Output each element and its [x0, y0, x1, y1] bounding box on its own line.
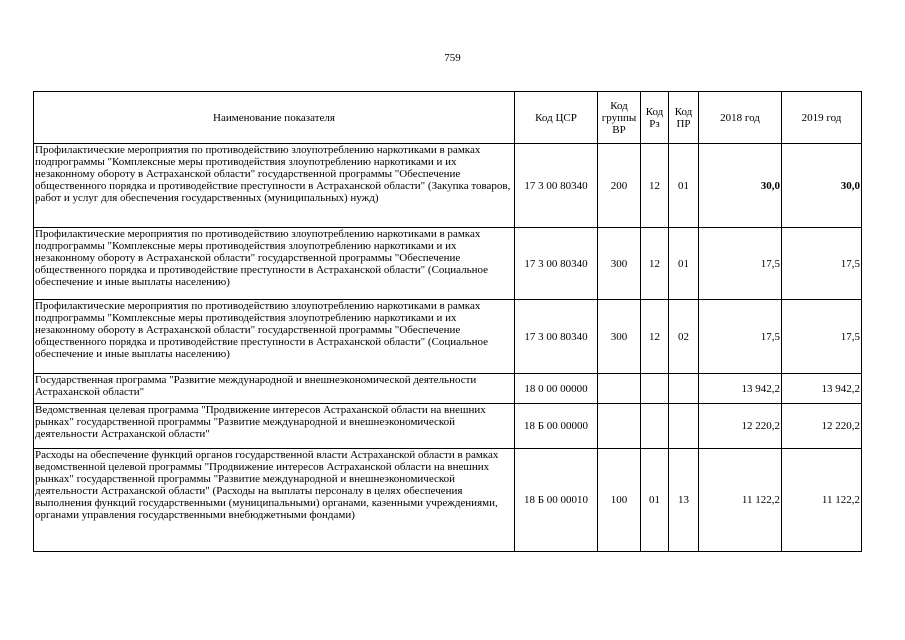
row-vr: 300 — [598, 228, 641, 300]
row-2018: 13 942,2 — [699, 374, 782, 404]
row-2019: 17,5 — [782, 228, 862, 300]
header-2019: 2019 год — [782, 92, 862, 144]
header-rz: Код Рз — [641, 92, 669, 144]
row-pr — [669, 404, 699, 449]
table-row — [34, 404, 862, 449]
row-vr: 200 — [598, 144, 641, 228]
row-rz: 01 — [641, 449, 669, 552]
row-2019: 17,5 — [782, 300, 862, 374]
header-csr: Код ЦСР — [515, 92, 598, 144]
table-row — [34, 374, 862, 404]
row-pr: 01 — [669, 228, 699, 300]
row-2019: 11 122,2 — [782, 449, 862, 552]
row-vr: 300 — [598, 300, 641, 374]
row-2018: 11 122,2 — [699, 449, 782, 552]
row-2019: 13 942,2 — [782, 374, 862, 404]
row-rz — [641, 404, 669, 449]
row-pr: 02 — [669, 300, 699, 374]
row-pr: 13 — [669, 449, 699, 552]
row-pr — [669, 374, 699, 404]
header-pr: Код ПР — [669, 92, 699, 144]
row-csr: 17 3 00 80340 — [515, 228, 598, 300]
row-csr: 18 Б 00 00000 — [515, 404, 598, 449]
row-csr: 18 0 00 00000 — [515, 374, 598, 404]
header-name: Наименование показателя — [34, 92, 515, 144]
row-name: Профилактические мероприятия по противодействию злоупотреблению наркотиками в рамках подпрограммы "Комплексные меры противодействия злоупотреблению наркотиками и их незаконному обороту в Астраханской области" государственной программы "Обеспечение общественного порядка и противодействие преступности в Астраханской области" (Социальное обеспечение и иные выплаты населению) — [34, 228, 515, 300]
table-row — [34, 300, 862, 374]
row-csr: 18 Б 00 00010 — [515, 449, 598, 552]
row-rz: 12 — [641, 144, 669, 228]
row-name: Профилактические мероприятия по противодействию злоупотреблению наркотиками в рамках подпрограммы "Комплексные меры противодействия злоупотреблению наркотиками и их незаконному обороту в Астраханской области" государственной программы "Обеспечение общественного порядка и противодействие преступности в Астраханской области" (Социальное обеспечение и иные выплаты населению) — [34, 300, 515, 374]
row-vr — [598, 404, 641, 449]
budget-table — [33, 91, 862, 552]
row-vr: 100 — [598, 449, 641, 552]
row-2018: 12 220,2 — [699, 404, 782, 449]
row-pr: 01 — [669, 144, 699, 228]
header-vr: Код группы ВР — [598, 92, 641, 144]
row-name: Расходы на обеспечение функций органов государственной власти Астраханской области в рамках ведомственной целевой программы "Продвижение интересов Астраханской области на внешних рынках" государственной программы "Развитие международной и внешнеэкономической деятельности Астраханской области" (Расходы на выплаты персоналу в целях обеспечения выполнения функций государственными (муниципальными) органами, казенными учреждениями, органами управления государственными внебюджетными фондами) — [34, 449, 515, 552]
row-2019: 30,0 — [782, 144, 862, 228]
table-row — [34, 144, 862, 228]
row-name: Профилактические мероприятия по противодействию злоупотреблению наркотиками в рамках подпрограммы "Комплексные меры противодействия злоупотреблению наркотиками и их незаконному обороту в Астраханской области" государственной программы "Обеспечение общественного порядка и противодействие преступности в Астраханской области" (Закупка товаров, работ и услуг для обеспечения государственных (муниципальных) нужд) — [34, 144, 515, 228]
row-csr: 17 3 00 80340 — [515, 300, 598, 374]
row-2018: 17,5 — [699, 228, 782, 300]
row-2019: 12 220,2 — [782, 404, 862, 449]
table-row — [34, 449, 862, 552]
row-csr: 17 3 00 80340 — [515, 144, 598, 228]
page-number: 759 — [444, 52, 461, 64]
row-name: Государственная программа "Развитие международной и внешнеэкономической деятельности Астраханской области" — [34, 374, 515, 404]
row-name: Ведомственная целевая программа "Продвижение интересов Астраханской области на внешних рынках" государственной программы "Развитие международной и внешнеэкономической деятельности Астраханской области" — [34, 404, 515, 449]
row-rz: 12 — [641, 300, 669, 374]
row-vr — [598, 374, 641, 404]
row-2018: 30,0 — [699, 144, 782, 228]
table-row — [34, 228, 862, 300]
row-rz — [641, 374, 669, 404]
header-2018: 2018 год — [699, 92, 782, 144]
row-2018: 17,5 — [699, 300, 782, 374]
row-rz: 12 — [641, 228, 669, 300]
header-row — [34, 92, 862, 144]
